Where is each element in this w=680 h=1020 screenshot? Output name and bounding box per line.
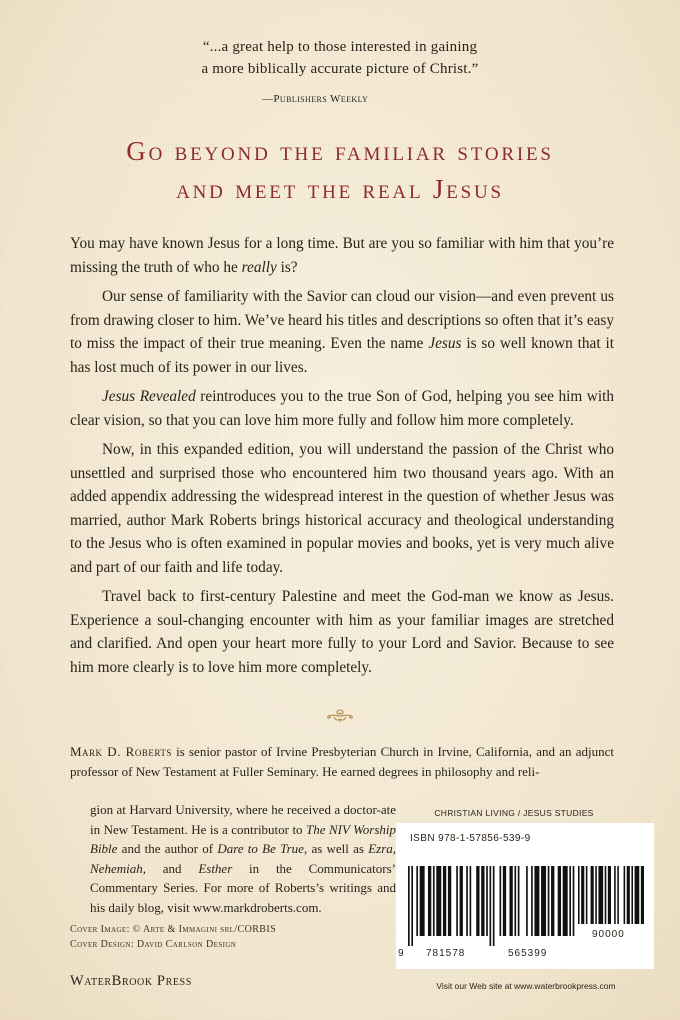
barcode-bar: [411, 866, 413, 946]
barcode-bar: [541, 866, 546, 936]
barcode-bar: [518, 866, 520, 936]
barcode-bar: [526, 866, 528, 936]
barcode-bar: [578, 866, 580, 924]
cover-credits: [70, 922, 276, 952]
body-paragraph: Jesus Revealed reintroduces you to the true Son of God, helping you see him with clear vision, so that you can love him more fully and follow him more completely.: [70, 388, 614, 429]
barcode-bar: [624, 866, 626, 924]
barcode-bar: [614, 866, 616, 924]
barcode-bar: [481, 866, 484, 936]
barcode-bar: [428, 866, 431, 936]
barcode-bar: [443, 866, 446, 936]
barcode-bar: [509, 866, 512, 936]
barcode-group-1: 781578: [426, 948, 466, 959]
publisher-name: WaterBrook Press: [70, 973, 192, 989]
barcode-bar: [558, 866, 561, 936]
cover-design-credit: Cover Design: David Carlson Design: [70, 939, 237, 950]
barcode-group-2: 565399: [508, 948, 548, 959]
barcode-bar: [641, 866, 644, 924]
author-bio-continued: gion at Harvard University, where he received a doctor-ate in New Testament. He is a contributor to The NIV Worship Bible and the author of Dare to Be True, as well as Ezra, Nehemiah, and Esther in the Communicators’ Commentary Series. For more of Roberts’s writings and his daily blog, visit www.markdroberts.com.: [90, 802, 397, 915]
barcode-box: [396, 823, 654, 969]
quote-line-2: a more biblically accurate picture of Christ.”: [201, 61, 479, 77]
barcode-bar: [470, 866, 472, 936]
cover-image-credit: Cover Image: © Arte & Immagini srl/CORBIS: [70, 924, 277, 935]
quote-attribution: —Publishers Weekly: [262, 93, 369, 105]
body-paragraph: Travel back to first-century Palestine and meet the God-man we know as Jesus. Experience a soul-changing encounter with him as your familiar images are stretched and clarified. And open your heart more fully to your Lord and Savior. Because to see him more clearly is to love him more completely.: [70, 588, 614, 676]
barcode-bar: [503, 866, 506, 936]
barcode-bar: [420, 866, 425, 936]
website-line: Visit our Web site at www.waterbrookpress.com: [436, 981, 616, 991]
quote-line-1: “...a great help to those interested in gaining: [202, 39, 478, 55]
barcode-bar: [573, 866, 575, 936]
barcode-bar: [617, 866, 619, 924]
barcode-bar: [551, 866, 554, 936]
barcode-bar: [448, 866, 451, 936]
barcode-bar: [499, 866, 501, 936]
barcode-bar: [635, 866, 640, 924]
barcode-bar: [408, 866, 410, 946]
description-body: [70, 232, 614, 685]
barcode-bar: [631, 866, 633, 924]
barcode-bar: [456, 866, 458, 936]
barcode-bar: [531, 866, 533, 936]
barcode-bar: [548, 866, 550, 936]
category-label: CHRISTIAN LIVING / JESUS STUDIES: [434, 808, 594, 818]
barcode-bar: [581, 866, 584, 924]
barcode-bar: [514, 866, 516, 936]
author-name: Mark D. Roberts: [70, 744, 172, 759]
barcode-bar: [591, 866, 594, 924]
barcode-bar: [569, 866, 571, 936]
barcode-bar: [416, 866, 418, 936]
barcode-bar: [436, 866, 441, 936]
barcode-bar: [563, 866, 568, 936]
barcode-bar: [490, 866, 492, 946]
barcode-bar: [608, 866, 611, 924]
fleuron-ornament-icon: [325, 708, 355, 724]
barcode-bar: [460, 866, 463, 936]
headline-line-1: Go beyond the familiar stories: [126, 136, 554, 166]
endorsement-quote: [0, 36, 680, 80]
barcode-lead-digit: 9: [398, 948, 405, 959]
barcode-bar: [534, 866, 539, 936]
barcode-addon-digits: 90000: [592, 929, 625, 940]
barcode-bar: [627, 866, 630, 924]
barcode-bar: [433, 866, 435, 936]
isbn-number: ISBN 978-1-57856-539-9: [410, 833, 531, 844]
ean-barcode: [408, 866, 576, 946]
barcode-bar: [598, 866, 603, 924]
headline-line-2: and meet the real Jesus: [176, 174, 504, 204]
author-bio: Mark D. Roberts is senior pastor of Irvine Presbyterian Church in Irvine, California, and an adjunct professor of New Testament at Fuller Seminary. He earned degrees in philosophy and reli-: [70, 744, 614, 779]
barcode-bar: [486, 866, 488, 936]
body-paragraph: Now, in this expanded edition, you will understand the passion of the Christ who unsettled and surprised those who encountered him two thousand years ago. With an added appendix addressing the widespread interest in the question of whether Jesus was married, author Mark Roberts brings historical accuracy and theological understanding to the Jesus who is often examined in popular movies and books, yet is very much alive and part of our faith and life today.: [70, 441, 614, 576]
body-paragraph: Our sense of familiarity with the Savior can cloud our vision—and even prevent us from drawing closer to him. We’ve heard his titles and descriptions so often that it’s easy to miss the impact of their true meaning. Even the name Jesus is so well known that it has lost much of its power in our lives.: [70, 288, 614, 376]
barcode-bar: [605, 866, 607, 924]
barcode-bar: [466, 866, 468, 936]
body-paragraph: You may have known Jesus for a long time. But are you so familiar with him that you’re missing the truth of who he really is?: [70, 235, 614, 276]
addon-barcode: [578, 866, 644, 926]
barcode-bar: [476, 866, 479, 936]
barcode-bar: [595, 866, 597, 924]
barcode-bar: [586, 866, 588, 924]
barcode-bar: [493, 866, 495, 946]
